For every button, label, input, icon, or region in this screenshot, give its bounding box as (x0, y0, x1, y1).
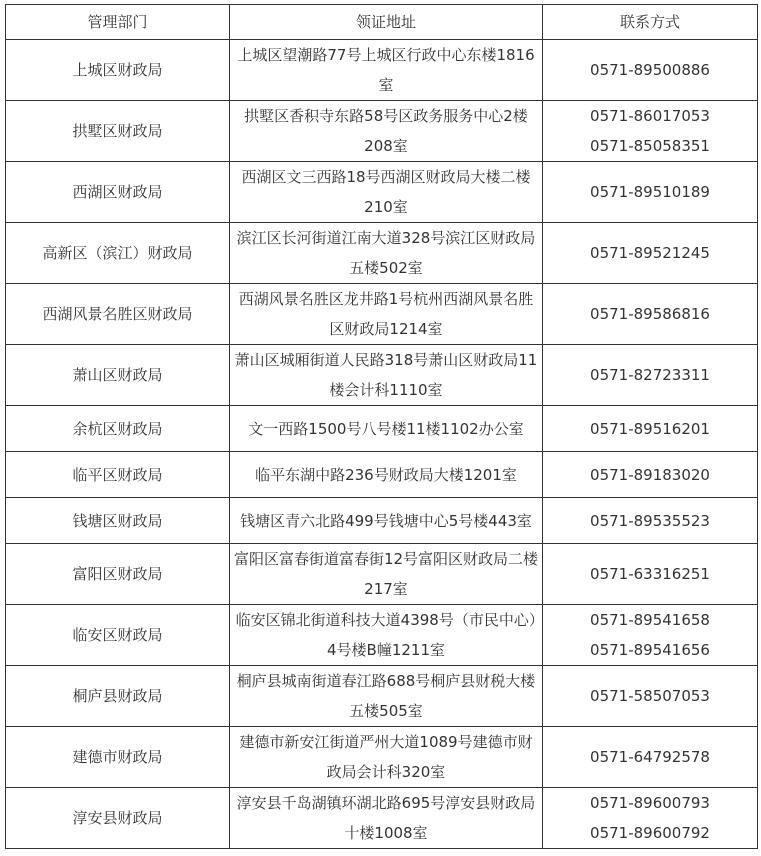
dept-cell: 临平区财政局 (6, 452, 230, 498)
address-cell: 淳安县千岛湖镇环湖北路695号淳安县财政局十楼1008室 (230, 788, 543, 849)
header-contact: 联系方式 (543, 5, 758, 40)
contact-cell (543, 727, 758, 788)
dept-cell: 上城区财政局 (6, 40, 230, 101)
dept-cell: 淳安县财政局 (6, 788, 230, 849)
dept-cell: 高新区（滨江）财政局 (6, 223, 230, 284)
dept-cell: 建德市财政局 (6, 727, 230, 788)
contact-cell (543, 452, 758, 498)
address-cell: 临平东湖中路236号财政局大楼1201室 (230, 452, 543, 498)
table-row (6, 666, 758, 727)
dept-cell: 桐庐县财政局 (6, 666, 230, 727)
table-row (6, 345, 758, 406)
address-cell: 滨江区长河街道江南大道328号滨江区财政局五楼502室 (230, 223, 543, 284)
table-row (6, 452, 758, 498)
phone-number: 0571-58507053 (590, 687, 710, 705)
contact-cell (543, 544, 758, 605)
phone-number: 0571-89521245 (590, 244, 710, 262)
contact-cell (543, 605, 758, 666)
table-row (6, 101, 758, 162)
phone-number: 0571-89535523 (590, 511, 710, 530)
contact-cell (543, 223, 758, 284)
contact-cell (543, 406, 758, 452)
table-row (6, 223, 758, 284)
phone-number: 0571-89541656 (590, 641, 710, 659)
table-row (6, 727, 758, 788)
phone-number: 0571-89541658 (590, 611, 710, 629)
dept-cell: 拱墅区财政局 (6, 101, 230, 162)
address-cell: 上城区望潮路77号上城区行政中心东楼1816室 (230, 40, 543, 101)
dept-cell: 西湖风景名胜区财政局 (6, 284, 230, 345)
header-dept: 管理部门 (6, 5, 230, 40)
address-cell: 萧山区城厢街道人民路318号萧山区财政局11楼会计科1110室 (230, 345, 543, 406)
phone-number: 0571-89600793 (590, 794, 710, 812)
table-row (6, 788, 758, 849)
header-address: 领证地址 (230, 5, 543, 40)
phone-number: 0571-89600792 (590, 824, 710, 842)
table-row (6, 284, 758, 345)
phone-number: 0571-89586816 (590, 305, 710, 323)
table-row (6, 406, 758, 452)
dept-cell: 萧山区财政局 (6, 345, 230, 406)
dept-cell: 余杭区财政局 (6, 406, 230, 452)
address-cell: 文一西路1500号八号楼11楼1102办公室 (230, 406, 543, 452)
phone-number: 0571-63316251 (590, 565, 710, 583)
address-cell: 桐庐县城南街道春江路688号桐庐县财税大楼五楼505室 (230, 666, 543, 727)
phone-number: 0571-64792578 (590, 748, 710, 766)
phone-number: 0571-82723311 (590, 366, 710, 384)
contact-cell (543, 162, 758, 223)
dept-cell: 钱塘区财政局 (6, 498, 230, 544)
address-cell: 西湖风景名胜区龙井路1号杭州西湖风景名胜区财政局1214室 (230, 284, 543, 345)
table-row (6, 605, 758, 666)
contact-cell (543, 40, 758, 101)
contact-cell (543, 498, 758, 544)
contact-cell (543, 666, 758, 727)
header-row (6, 5, 758, 40)
address-cell: 临安区锦北街道科技大道4398号（市民中心）4号楼B幢1211室 (230, 605, 543, 666)
phone-number: 0571-86017053 (590, 107, 710, 125)
table-row (6, 40, 758, 101)
contact-cell (543, 101, 758, 162)
phone-number: 0571-89510189 (590, 183, 710, 201)
dept-cell: 临安区财政局 (6, 605, 230, 666)
contact-cell (543, 345, 758, 406)
address-cell: 拱墅区香积寺东路58号区政务服务中心2楼208室 (230, 101, 543, 162)
table-row (6, 162, 758, 223)
address-cell: 富阳区富春街道富春街12号富阳区财政局二楼217室 (230, 544, 543, 605)
table-row (6, 498, 758, 544)
table-row (6, 544, 758, 605)
phone-number: 0571-89183020 (590, 465, 710, 484)
contact-cell (543, 284, 758, 345)
dept-cell: 西湖区财政局 (6, 162, 230, 223)
finance-office-table (5, 4, 758, 849)
phone-number: 0571-89516201 (590, 419, 710, 438)
phone-number: 0571-85058351 (590, 137, 710, 155)
address-cell: 钱塘区青六北路499号钱塘中心5号楼443室 (230, 498, 543, 544)
address-cell: 建德市新安江街道严州大道1089号建德市财政局会计科320室 (230, 727, 543, 788)
contact-cell (543, 788, 758, 849)
phone-number: 0571-89500886 (590, 61, 710, 79)
address-cell: 西湖区文三西路18号西湖区财政局大楼二楼210室 (230, 162, 543, 223)
dept-cell: 富阳区财政局 (6, 544, 230, 605)
